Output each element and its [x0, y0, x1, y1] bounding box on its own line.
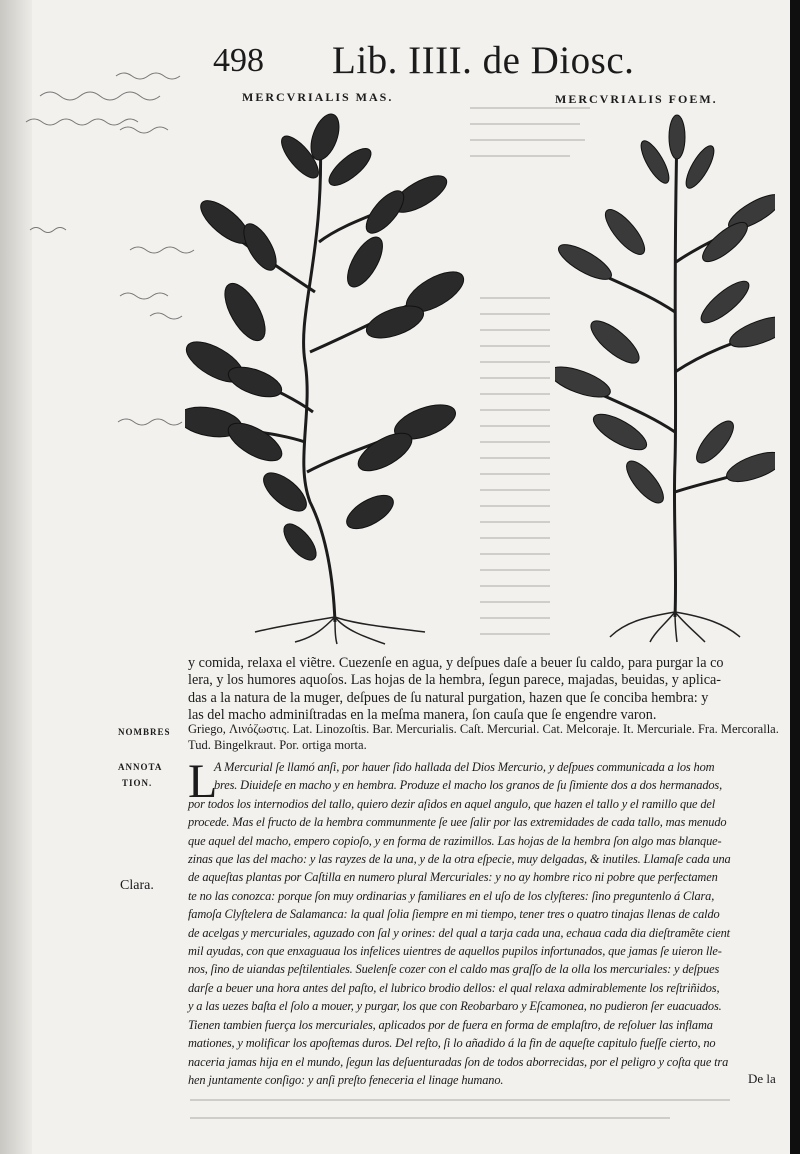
handwritten-marginalia — [20, 60, 195, 440]
catchword: De la — [748, 1071, 776, 1086]
margin-label-annotation-2: TION. — [122, 778, 153, 788]
annotation-line: famoſa Clyſtelera de Salamanca: la qual ſolia ſiempre en mi tiempo, tener tres o quatro tinajas llenas de caldo — [188, 907, 720, 922]
annotation-line: hen juntamente conſigo: y anſi preſto feneceria el linage humano. — [188, 1072, 504, 1087]
caption-mercurialis-foem: MERCVRIALIS FOEM. — [555, 92, 718, 106]
annotation-line: procede. Mas el fructo de la hembra communmente ſe uee ſalir por las extremidades de cada tallo, mas menudo — [188, 815, 727, 830]
annotation-line: darſe a beuer una hora antes del paſto, el lubrico brodio dellos: el qual relaxa admirablemente los reſtriñidos, — [188, 980, 720, 995]
mercurialis-mas-woodcut — [185, 112, 475, 647]
page-edge — [790, 0, 800, 1154]
margin-label-annotation-1: ANNOTA — [118, 762, 163, 772]
annotation-line: por todos los internodios del tallo, quiero dezir aſidos en aquel angulo, que hazen el tallo y el ramillo que del — [188, 796, 716, 811]
annotation-line: nos, ſino de uiandas peſtilentiales. Suelenſe cozer con el caldo mas graſſo de la olla los mercuriales: y deſpues — [188, 962, 720, 977]
annotation-text — [188, 755, 788, 1089]
running-title: Lib. IIII. de Diosc. — [332, 39, 635, 82]
drop-cap: L — [188, 755, 218, 808]
text-line: lera, y los humores aquoſos. Las hojas de la hembra, ſegun parece, majadas, beuidas, y aplica- — [188, 672, 722, 689]
annotation-line: te no las conozca: porque ſon muy ordinarias y familiares en el uſo de los clyſteres: ſino preguntenlo á Clara, — [188, 888, 715, 903]
mercurialis-foem-woodcut — [555, 112, 775, 647]
annotation-line: Tienen tambien fuerça los mercuriales, aplicados por de fuera en forma de emplaſtro, de reſoluer las inflama — [188, 1017, 713, 1032]
margin-note-clara: Clara. — [120, 878, 154, 893]
margin-label-nombres: NOMBRES — [118, 727, 171, 737]
annotation-line: de aqueſtas plantas por Caſtilla en numero plural Mercuriales: y no ay hombre rico ni pobre que perfectamen — [188, 870, 718, 885]
annotation-line: mationes, y molificar los apoſtemas duros. Del reſto, ſi lo añadido á la fin de aqueſte capitulo fueſſe cierto, no — [188, 1036, 716, 1051]
annotation-line: bres. Diuideſe en macho y en hembra. Produze el macho los granos de ſu ſimiente dos a dos hermanados, — [214, 778, 723, 793]
dioscorides-text — [188, 655, 778, 725]
names-line: Tud. Bingelkraut. Por. ortiga morta. — [188, 737, 367, 752]
page-number: 498 — [213, 42, 264, 79]
plant-names — [188, 722, 783, 753]
annotation-line: A Mercurial ſe llamó anſi, por hauer ſido hallada del Dios Mercurio, y deſpues communicada a los hom — [214, 760, 715, 774]
text-line: las del macho adminiſtradas en la meſma manera, ſon cauſa que ſe engendre varon. — [188, 707, 657, 724]
text-line: das a la natura de la muger, deſpues de ſu natural purgation, hazen que ſe conciba hembra: y — [188, 689, 709, 706]
text-line: y comida, relaxa el viẽtre. Cuezenſe en agua, y deſpues daſe a beuer ſu caldo, para purgar la co — [188, 655, 724, 671]
annotation-line: de acelgas y mercuriales, aguzado con ſal y orines: del qual a tarja cada una, echaua cada dia dieſtramẽte cient — [188, 925, 730, 940]
annotation-line: naceria jamas hija en el mundo, ſegun las deſuenturadas ſon de todos aborrecidas, por el peligro y coſta que tra — [188, 1054, 729, 1069]
annotation-line: mil ayudas, con que enxaguaua los infelices uientres de aquellos pupilos infortunados, que jamas ſe uieron lle- — [188, 944, 722, 959]
annotation-line: que aquel del macho, empero copioſo, y en forma de razimillos. Las hojas de la hembra ſon algo mas blanque- — [188, 833, 722, 848]
caption-mercurialis-mas: MERCVRIALIS MAS. — [242, 90, 394, 104]
names-line: Griego, Λινόζωστις. Lat. Linozoſtis. Bar. Mercurialis. Caſt. Mercurial. Cat. Melcoraje. It. Mercuriale. Fra. Mercoralla. — [188, 722, 779, 736]
annotation-line: zinas que las del macho: y las rayzes de la una, y de la otra eſpecie, muy delgadas, & inutiles. Llamaſe cada una — [188, 852, 731, 867]
bleed-through-bottom — [190, 1090, 750, 1140]
annotation-line: y a las uezes baſta el ſolo a mouer, y purgar, los que con Reobarbaro y Eſcamonea, no pudieron ſer euacuados. — [188, 999, 722, 1014]
